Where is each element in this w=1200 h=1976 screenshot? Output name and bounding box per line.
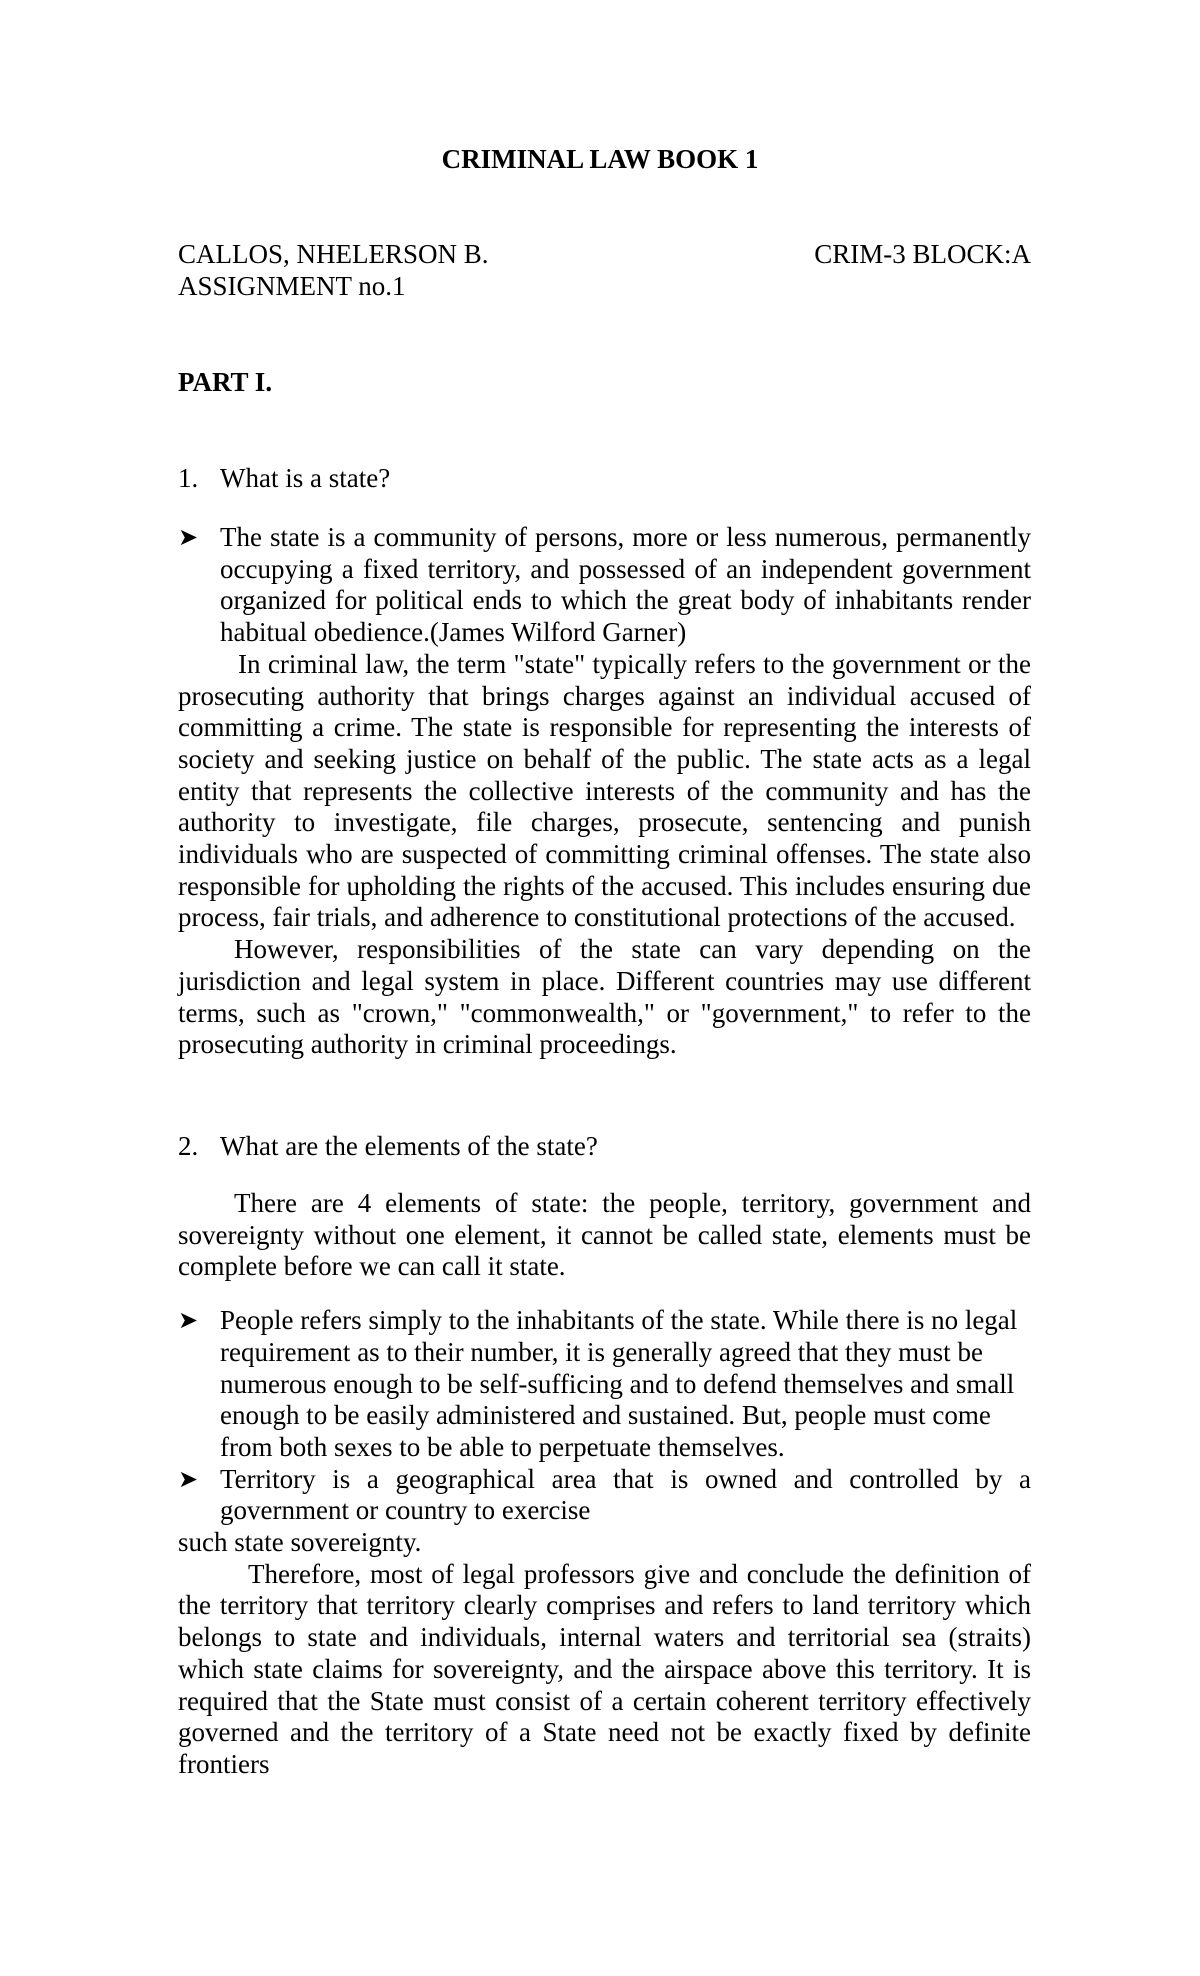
list-item — [178, 1464, 1031, 1527]
state-definition: The state is a community of persons, more or less numerous, permanently occupying a fixed territory, and possessed of an independent government organized for political ends to which the great body of inhabitants render habitual obedience.(James Wilford Garner) — [220, 522, 1031, 648]
list-item — [178, 1305, 1031, 1464]
question-2-text: What are the elements of the state? — [220, 1131, 598, 1161]
question-1-text: What is a state? — [220, 463, 391, 493]
answer-1 — [178, 522, 1031, 1061]
course-block: CRIM-3 BLOCK:A — [814, 239, 1031, 269]
part-heading: PART I. — [178, 367, 273, 397]
question-1-number: 1. — [178, 463, 199, 493]
paragraph-territory-definition: Therefore, most of legal professors give and conclude the definition of the territory that territory clearly comprises and refers to land territory which belongs to state and individuals, internal waters and territorial sea (straits) which state claims for sovereignty, and the airspace above this territory. It is required that the State must consist of a certain coherent territory effectively governed and the territory of a State need not be exactly fixed by definite frontiers — [178, 1558, 1031, 1779]
arrowhead-bullet-icon: ➤ — [178, 523, 199, 551]
territory-continuation: such state sovereignty. — [178, 1527, 422, 1558]
assignment-label: ASSIGNMENT no.1 — [178, 271, 406, 301]
element-people: People refers simply to the inhabitants of the state. While there is no legal requirement as to their number, it is generally agreed that they must be numerous enough to be self-sufficing and to defend themselves and small enough to be easily administered and sustained. But, people must come from both sexes to be able to perpetuate themselves. — [220, 1305, 1018, 1462]
question-2-number: 2. — [178, 1131, 199, 1161]
paragraph-state-responsibilities: However, responsibilities of the state can vary depending on the jurisdiction and legal system in place. Different countries may use different terms, such as "crown," "commonwealth," or "government," to refer to the prosecuting authority in criminal proceedings. — [178, 934, 1031, 1060]
paragraph-elements-intro: There are 4 elements of state: the people, territory, government and sovereignty without one element, it cannot be called state, elements must be complete before we can call it state. — [178, 1188, 1031, 1282]
student-name: CALLOS, NHELERSON B. — [178, 239, 489, 269]
question-1 — [178, 462, 390, 494]
paragraph-state-criminal-law: In criminal law, the term "state" typically refers to the government or the prosecuting authority that brings charges against an individual accused of committing a crime. The state is responsible for representing the interests of society and seeking justice on behalf of the public. The state acts as a legal entity that represents the collective interests of the community and has the authority to investigate, file charges, prosecute, sentencing and punish individuals who are suspected of committing criminal offenses. The state also responsible for upholding the rights of the accused. This includes ensuring due process, fair trials, and adherence to constitutional protections of the accused. — [178, 648, 1031, 933]
element-territory-line-1: Territory is a geographical area that is owned and controlled by a — [220, 1463, 1031, 1494]
answer-2 — [178, 1188, 1031, 1781]
arrowhead-bullet-icon: ➤ — [178, 1306, 199, 1335]
document-title: CRIMINAL LAW BOOK 1 — [441, 144, 759, 174]
element-territory-line-2: government or country to exercise — [220, 1495, 591, 1526]
question-2 — [178, 1130, 598, 1162]
arrowhead-bullet-icon: ➤ — [178, 1464, 199, 1493]
list-item — [178, 522, 1031, 649]
